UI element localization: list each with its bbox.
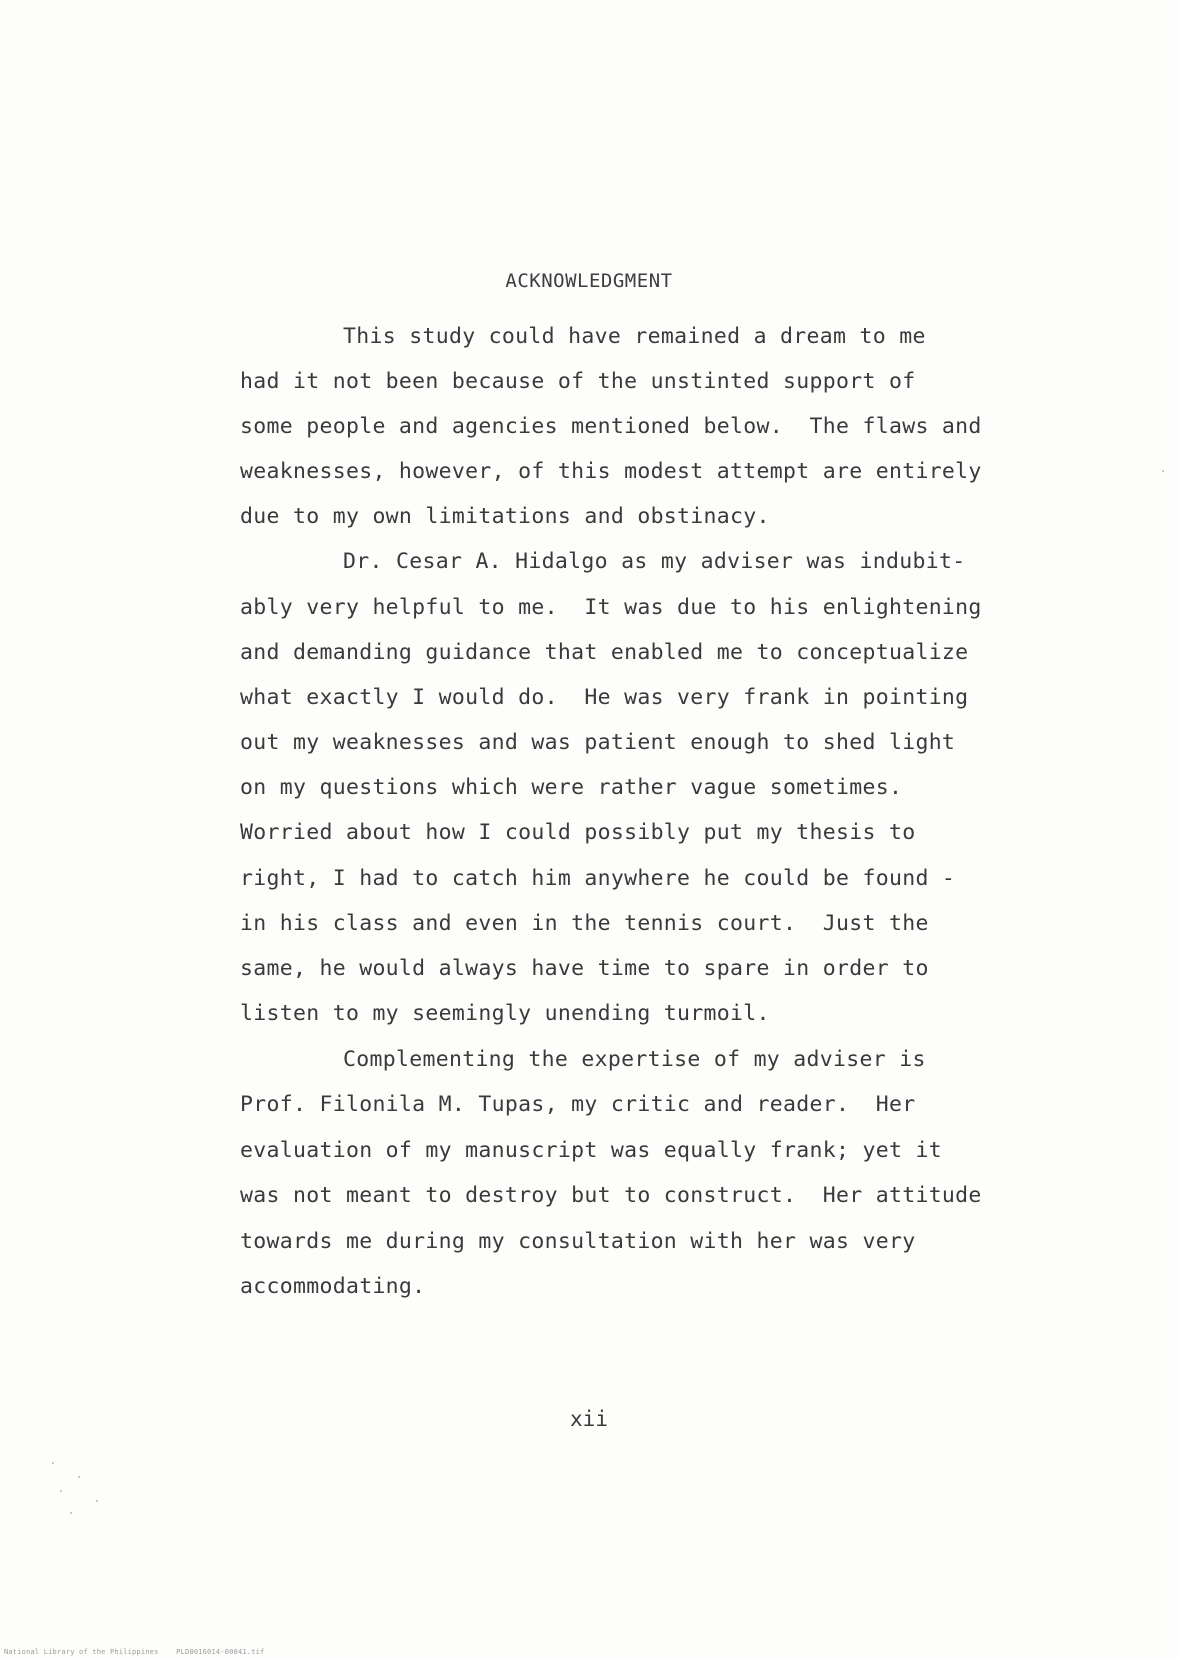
text-line: Prof. Filonila M. Tupas, my critic and reader. Her (240, 1092, 916, 1117)
text-line: had it not been because of the unstinted support of (240, 369, 916, 394)
text-line: on my questions which were rather vague sometimes. (240, 775, 903, 800)
text-line: Complementing the expertise of my adviser is (343, 1047, 926, 1072)
page-title: ACKNOWLEDGMENT (505, 270, 673, 292)
scan-speck (70, 1512, 72, 1514)
text-line: Dr. Cesar A. Hidalgo as my adviser was indubit- (343, 549, 966, 574)
scan-speck (52, 1462, 54, 1464)
text-line: This study could have remained a dream to me (343, 324, 926, 349)
text-line: listen to my seemingly unending turmoil. (240, 1001, 770, 1026)
scan-footer-mark: National Library of the Philippines PLD0016014-00041.tif (4, 1648, 265, 1656)
scan-speck (78, 1476, 80, 1478)
text-line: right, I had to catch him anywhere he could be found - (240, 866, 956, 891)
page-number: xii (570, 1407, 608, 1431)
text-line: some people and agencies mentioned below. The flaws and (240, 414, 982, 439)
text-line: Worried about how I could possibly put my thesis to (240, 820, 916, 845)
text-line: due to my own limitations and obstinacy. (240, 504, 770, 529)
text-line: accommodating. (240, 1274, 426, 1299)
text-line: evaluation of my manuscript was equally frank; yet it (240, 1138, 942, 1163)
text-line: was not meant to destroy but to construct. Her attitude (240, 1183, 982, 1208)
scan-speck (1162, 470, 1164, 472)
text-line: what exactly I would do. He was very frank in pointing (240, 685, 969, 710)
text-line: ably very helpful to me. It was due to his enlightening (240, 595, 982, 620)
text-line: weaknesses, however, of this modest attempt are entirely (240, 459, 982, 484)
scan-speck (60, 1490, 62, 1492)
text-line: same, he would always have time to spare in order to (240, 956, 929, 981)
text-line: towards me during my consultation with her was very (240, 1229, 916, 1254)
scan-speck (96, 1500, 98, 1502)
text-line: out my weaknesses and was patient enough to shed light (240, 730, 956, 755)
text-line: in his class and even in the tennis court. Just the (240, 911, 929, 936)
text-line: and demanding guidance that enabled me to conceptualize (240, 640, 969, 665)
